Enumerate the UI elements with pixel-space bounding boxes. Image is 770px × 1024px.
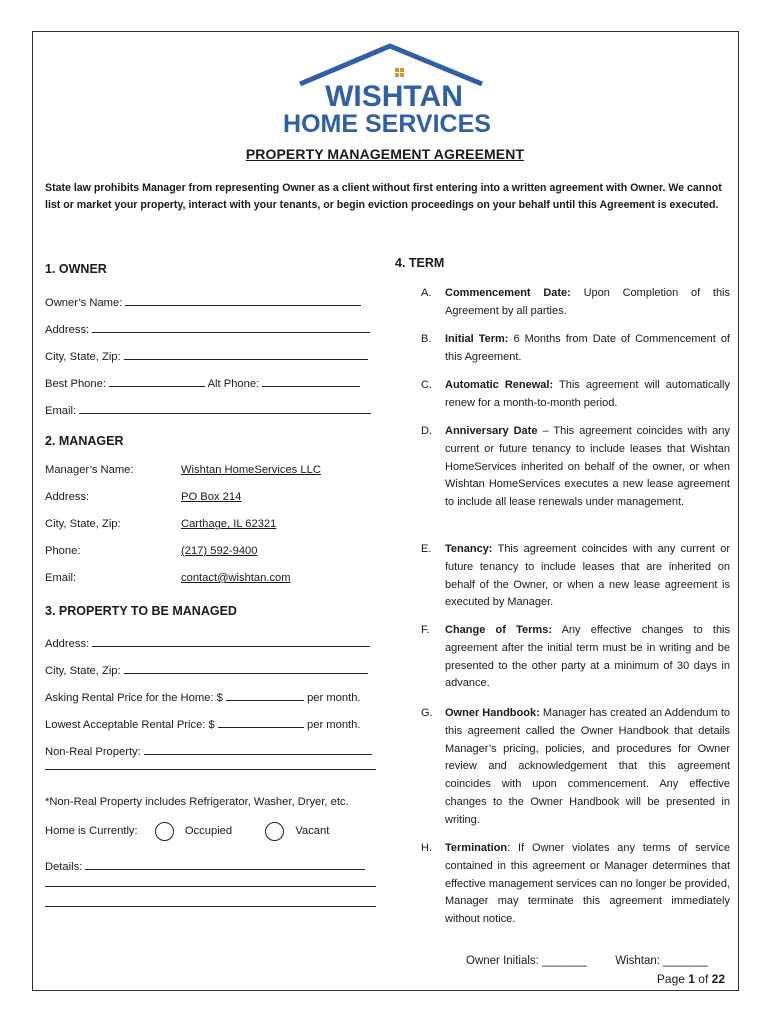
page-total: 22: [711, 972, 725, 986]
term-bold: Automatic Renewal:: [445, 379, 554, 391]
page-number: [657, 972, 725, 986]
term-bold: Anniversary Date: [445, 425, 538, 437]
term-item: [395, 541, 730, 612]
wishtan-logo: [282, 42, 492, 138]
lowest-price-row: [45, 715, 360, 731]
nonreal-note: *Non-Real Property includes Refrigerator, Washer, Dryer, etc.: [45, 796, 349, 808]
manager-address-label: Address:: [45, 491, 90, 503]
owner-city-field[interactable]: [124, 347, 368, 360]
owner-address-row: [45, 320, 370, 336]
nonreal-property-row: [45, 742, 372, 758]
term-letter: H.: [421, 842, 432, 854]
vacant-label: Vacant: [295, 825, 330, 837]
property-city-field[interactable]: [124, 661, 368, 674]
term-item: [395, 423, 730, 512]
term-item: [395, 622, 730, 693]
nonreal-property-field-2[interactable]: [45, 769, 376, 770]
details-field-3[interactable]: [45, 906, 376, 907]
occupied-label: Occupied: [184, 825, 233, 837]
owner-initials[interactable]: Owner Initials: _______: [466, 955, 587, 967]
manager-email-value: contact@wishtan.com: [181, 572, 291, 584]
property-address-label: Address:: [45, 638, 90, 650]
term-item: [395, 377, 730, 413]
alt-phone-field[interactable]: [262, 374, 360, 387]
alt-phone-label: Alt Phone:: [207, 378, 260, 390]
term-text: Upon Completion of this Agreement by all parties.: [445, 287, 731, 317]
property-heading: 3. PROPERTY TO BE MANAGED: [45, 604, 237, 618]
document-title: PROPERTY MANAGEMENT AGREEMENT: [245, 146, 525, 162]
term-bold: Tenancy:: [445, 543, 493, 555]
best-phone-label: Best Phone:: [45, 378, 106, 390]
owner-address-label: Address:: [45, 324, 90, 336]
wishtan-initials[interactable]: Wishtan: _______: [615, 955, 708, 967]
term-text: This agreement will automatically renew for a month-to-month period.: [445, 379, 730, 409]
asking-price-suffix: per month.: [307, 692, 361, 704]
vacant-radio[interactable]: [265, 822, 284, 841]
asking-price-label: Asking Rental Price for the Home: $: [45, 692, 223, 704]
owner-city-label: City, State, Zip:: [45, 351, 121, 363]
lowest-price-suffix: per month.: [307, 719, 361, 731]
term-bold: Initial Term:: [445, 333, 509, 345]
logo-line1: WISHTAN: [325, 80, 463, 113]
term-item: [395, 285, 730, 321]
occupied-radio[interactable]: [155, 822, 174, 841]
owner-email-field[interactable]: [79, 401, 371, 414]
owner-heading: 1. OWNER: [45, 262, 107, 276]
property-address-field[interactable]: [92, 634, 370, 647]
owner-address-field[interactable]: [92, 320, 370, 333]
page-current: 1: [688, 972, 695, 986]
home-status-row: [45, 820, 329, 842]
property-city-label: City, State, Zip:: [45, 665, 121, 677]
term-bold: Commencement Date:: [445, 287, 571, 299]
owner-name-row: [45, 293, 361, 309]
logo-line2: HOME SERVICES: [283, 110, 491, 138]
nonreal-property-label: Non-Real Property:: [45, 746, 141, 758]
term-letter: D.: [421, 425, 432, 437]
term-text: – This agreement coincides with any current or future tenancy to include leases that Wishtan HomeServices inherited on behalf of the owner, or when Wishtan HomeServices executes a new lease agreement to include all lease renewals under management.: [445, 425, 730, 509]
details-label: Details:: [45, 861, 83, 873]
owner-phone-row: [45, 374, 360, 390]
lowest-price-label: Lowest Acceptable Rental Price: $: [45, 719, 215, 731]
term-letter: B.: [421, 333, 432, 345]
details-row: [45, 857, 365, 873]
owner-email-label: Email:: [45, 405, 77, 417]
details-field-2[interactable]: [45, 886, 376, 887]
term-letter: G.: [421, 707, 433, 719]
term-text: : If Owner violates any terms of service contained in this agreement or Manager determines that effective management services can no longer be provided, Manager may terminate this agreement immediately without notice.: [445, 842, 730, 926]
term-bold: Change of Terms:: [445, 624, 552, 636]
owner-name-label: Owner’s Name:: [45, 297, 123, 309]
term-letter: F.: [421, 624, 430, 636]
term-text: Manager has created an Addendum to this agreement called the Owner Handbook that details Manager’s pricing, policies, and procedures for Owner review and acknowledgement that this agreement coincides with upon commencement. Any effective changes to the Owner Handbook will be presented in writing.: [445, 707, 731, 826]
term-bold: Owner Handbook:: [445, 707, 540, 719]
term-letter: C.: [421, 379, 432, 391]
intro-paragraph: State law prohibits Manager from representing Owner as a client without first entering into a written agreement with Owner. We cannot list or market your property, interact with your tenants, or begin eviction proceedings on your behalf until this Agreement is executed.: [45, 182, 722, 211]
manager-heading: 2. MANAGER: [45, 434, 124, 448]
manager-city-value: Carthage, IL 62321: [181, 518, 277, 530]
initials-row: [466, 955, 708, 967]
page-of: of: [694, 972, 712, 986]
manager-name-label: Manager’s Name:: [45, 464, 134, 476]
term-item: [395, 705, 730, 830]
term-item: [395, 840, 730, 929]
manager-name-value: Wishtan HomeServices LLC: [181, 464, 321, 476]
term-letter: A.: [421, 287, 432, 299]
term-text: Any effective changes to this agreement after the initial term must be in writing and be presented to the other party at a minimum of 30 days in advance.: [445, 624, 731, 690]
term-item: [395, 331, 730, 367]
owner-email-row: [45, 401, 371, 417]
page-prefix: Page: [656, 972, 689, 986]
nonreal-property-field[interactable]: [144, 742, 372, 755]
best-phone-field[interactable]: [109, 374, 205, 387]
term-text: 6 Months from Date of Commencement of this Agreement.: [445, 333, 730, 363]
manager-email-label: Email:: [45, 572, 77, 584]
lowest-price-field[interactable]: [218, 715, 304, 728]
property-address-row: [45, 634, 370, 650]
owner-name-field[interactable]: [125, 293, 361, 306]
home-status-label: Home is Currently:: [45, 825, 138, 837]
manager-phone-value: (217) 592-9400: [181, 545, 258, 557]
manager-city-label: City, State, Zip:: [45, 518, 121, 530]
manager-phone-label: Phone:: [45, 545, 81, 557]
term-text: This agreement coincides with any current or future tenancy to include leases that are inherited on behalf of the Owner, or when a new lease agreement is executed by Manager.: [445, 543, 730, 609]
term-heading: 4. TERM: [395, 256, 445, 270]
term-bold: Termination: [445, 842, 508, 854]
details-field[interactable]: [85, 857, 365, 870]
term-letter: E.: [421, 543, 432, 555]
owner-city-row: [45, 347, 368, 363]
manager-address-value: PO Box 214: [181, 491, 242, 503]
asking-price-row: [45, 688, 361, 704]
property-city-row: [45, 661, 368, 677]
asking-price-field[interactable]: [226, 688, 304, 701]
